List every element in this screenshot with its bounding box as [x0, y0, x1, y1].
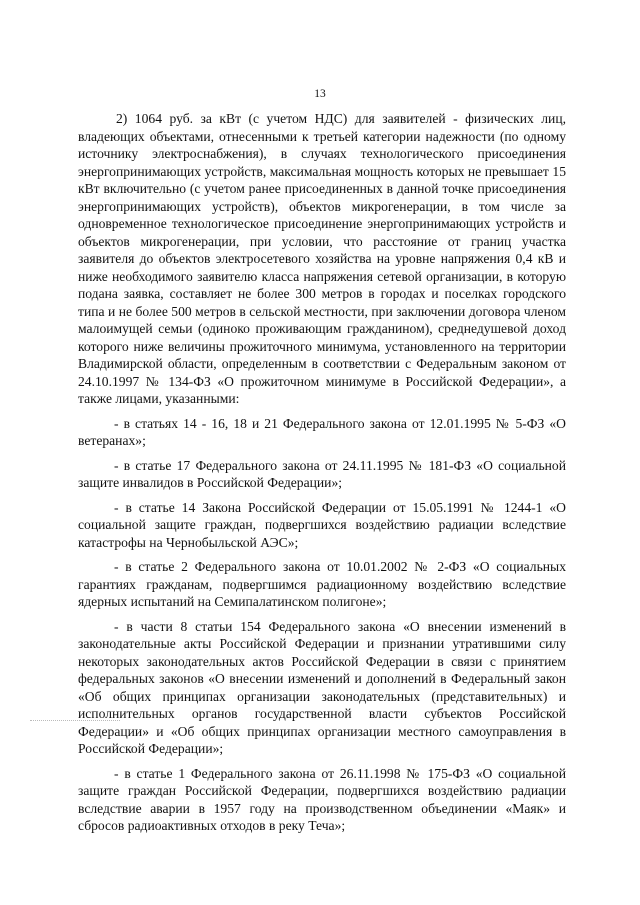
list-item-mayak-law: - в статье 1 Федерального закона от 26.11.1998 № 175-ФЗ «О социальной защите граждан Российской Федерации, подвергшихся воздействию радиации вследствие аварии в 1957 году на производственном объединении «Маяк» и сбросов радиоактивных отходов в реку Теча»; — [78, 765, 566, 833]
list-item-semipalatinsk-law: - в статье 2 Федерального закона от 10.01.2002 № 2-ФЗ «О социальных гарантиях гражданам, подвергшимся радиационному воздействию вследствие ядерных испытаний на Семипалатинском полигоне»; — [78, 559, 566, 609]
list-item-chernobyl-law: - в статье 14 Закона Российской Федерации от 15.05.1991 № 1244-1 «О социальной защите граждан, подвергшихся воздействию радиации вследствие катастрофы на Чернобыльской АЭС»; — [78, 499, 566, 550]
document-body — [78, 110, 566, 835]
scan-artifact — [30, 720, 120, 721]
list-item-disabled-law: - в статье 17 Федерального закона от 24.11.1995 № 181-ФЗ «О социальной защите инвалидов в Российской Федерации»; — [78, 457, 566, 490]
paragraph-tariff-condition: 2) 1064 руб. за кВт (с учетом НДС) для заявителей - физических лиц, владеющих объектами, отнесенными к третьей категории надежности (по одному источнику электроснабжения), в случаях технологического присоединения энергопринимающих устройств, максимальная мощность которых не превышает 15 кВт включительно (с учетом ранее присоединенных в данной точке присоединения энергопринимающих устройств), объектов микрогенерации, в том числе за одновременное технологическое присоединение энергопринимающих устройств и объектов микрогенерации, при условии, что расстояние от границ участка заявителя до объектов электросетевого хозяйства на уровне напряжения 0,4 кВ и ниже необходимого заявителю класса напряжения сетевой организации, в которую подана заявка, составляет не более 300 метров в городах и поселках городского типа и не более 500 метров в сельской местности, при заключении договора членом малоимущей семьи (одиноко проживающим гражданином), среднедушевой доход которого ниже величины прожиточного минимума, установленного на территории Владимирской области, определенным в соответствии с Федеральным законом от 24.10.1997 № 134-ФЗ «О прожиточном минимуме в Российской Федерации», а также лицами, указанными: — [78, 111, 566, 406]
list-item-article-154-law: - в части 8 статьи 154 Федерального закона «О внесении изменений в законодательные акты Российской Федерации и признании утратившими силу некоторых законодательных актов Российской Федерации в связи с принятием федеральных законов «О внесении изменений и дополнений в Федеральный закон «Об общих принципах организации законодательных (представительных) и исполнительных органов государственной власти субъектов Российской Федерации» и «Об общих принципах организации местного самоуправления в Российской Федерации»; — [78, 618, 566, 756]
page-number: 13 — [314, 88, 326, 100]
list-item-veterans-law: - в статьях 14 - 16, 18 и 21 Федерального закона от 12.01.1995 № 5-ФЗ «О ветеранах»; — [78, 415, 566, 448]
